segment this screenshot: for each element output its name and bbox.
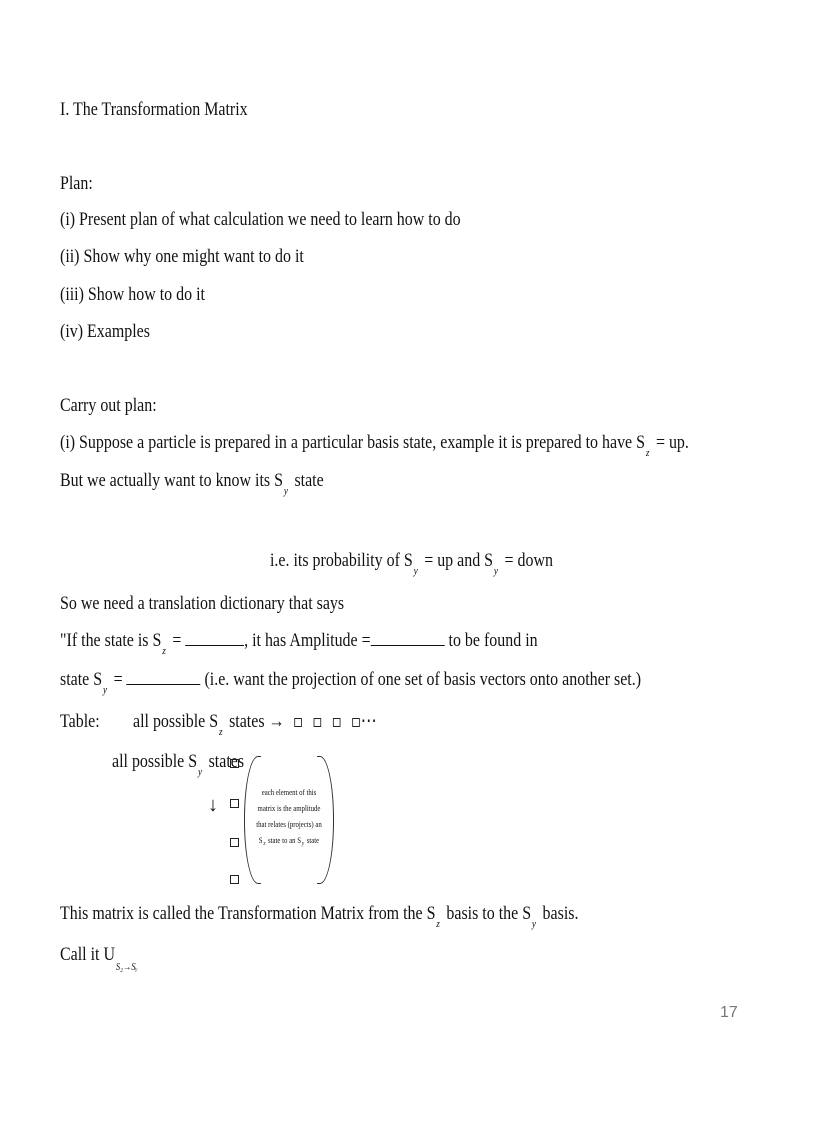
carry-heading: Carry out plan: [60, 395, 157, 416]
plan-item-2: (ii) Show why one might want to do it [60, 246, 304, 267]
plan-item-3: (iii) Show how to do it [60, 284, 205, 305]
plan-item-4: (iv) Examples [60, 321, 150, 342]
basis-square [230, 799, 239, 808]
transformation-matrix [244, 756, 334, 882]
dictionary-line-2: "If the state is $S_z$ = , it has Amplitude = to be found in [60, 630, 538, 657]
basis-square [230, 875, 239, 884]
probability-line: i.e. its probability of $S_y$ = up and $S_y$ = down [270, 550, 553, 577]
table-row-header: all possible $S_z$ states → ⋯ [133, 711, 377, 738]
down-arrow-icon: ↓ [208, 794, 218, 816]
conclusion-line-1: This matrix is called the Transformation Matrix from the $S_z$ basis to the $S_y$ basis. [60, 903, 579, 930]
matrix-text: matrix is the amplitude [257, 804, 321, 813]
plan-item-1: (i) Present plan of what calculation we need to learn how to do [60, 209, 461, 230]
table-col-header: all possible $S_y$ states [112, 751, 245, 778]
basis-square [230, 838, 239, 847]
page-number: 17 [720, 1004, 738, 1021]
page-title: I. The Transformation Matrix [60, 99, 248, 120]
carry-line-2: But we actually want to know its $S_y$ state [60, 470, 324, 497]
dictionary-line-3: state $S_y = (i.e$. want the projection of one set of basis vectors onto another set.) [60, 669, 642, 696]
conclusion-line-2: Call it $U_{S_2\to Sᵧ}$ [60, 944, 138, 973]
basis-square [230, 759, 239, 768]
matrix-text: each element of this [261, 788, 317, 797]
dictionary-line-1: So we need a translation dictionary that says [60, 593, 345, 614]
matrix-text: $S_z$ state to an $S_y$ state [258, 836, 320, 847]
carry-line-1: (i) Suppose a particle is prepared in a particular basis state, example it is prepared to have $S_z$ = up. [60, 432, 689, 459]
table-label: Table: [60, 711, 100, 732]
matrix-text: that relates (projects) an [256, 820, 322, 829]
plan-heading: Plan: [60, 173, 93, 194]
